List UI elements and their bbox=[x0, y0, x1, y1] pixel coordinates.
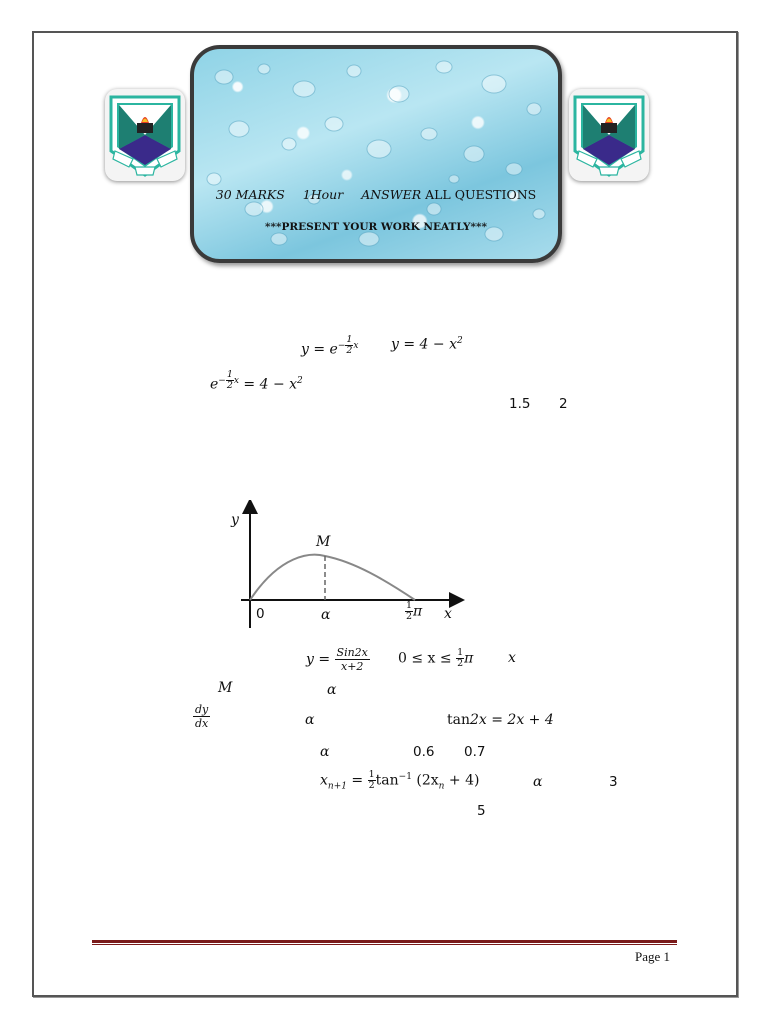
school-crest-icon bbox=[569, 89, 649, 181]
end-fraction bbox=[405, 601, 413, 622]
exp-var: x bbox=[353, 341, 359, 351]
domain-pi: π bbox=[464, 650, 474, 667]
dydx-fraction bbox=[193, 703, 210, 730]
iter-den: 2 bbox=[368, 780, 375, 791]
curve-one-lhs: y = e bbox=[301, 341, 338, 358]
domain-inequality bbox=[398, 648, 473, 669]
school-logo-left bbox=[105, 89, 185, 181]
root-interval-lower: 0.6 bbox=[413, 744, 435, 760]
decimal-places: 3 bbox=[609, 774, 618, 790]
tan-equation bbox=[447, 712, 554, 728]
answer-text: ANSWER bbox=[361, 187, 422, 202]
eq-rhs: = 4 − x bbox=[238, 376, 298, 393]
tan-rest: 2x = 2x + 4 bbox=[470, 712, 554, 728]
eq-power: 2 bbox=[297, 376, 303, 386]
all-questions-text: ALL QUESTIONS bbox=[425, 187, 537, 202]
exp-den: 2 bbox=[346, 345, 353, 356]
graph-alpha-label: α bbox=[321, 607, 331, 623]
point-m: M bbox=[218, 680, 233, 696]
iter-tan: tan bbox=[375, 772, 399, 789]
iter-arg-sub: n bbox=[438, 781, 445, 792]
graph-end-label bbox=[405, 601, 422, 622]
eq-exp-var: x bbox=[233, 376, 239, 386]
domain-den: 2 bbox=[457, 658, 464, 669]
iter-inverse: −1 bbox=[398, 771, 412, 782]
curve-line bbox=[250, 555, 415, 600]
graph-m-label: M bbox=[316, 534, 331, 550]
question-marks: 5 bbox=[477, 803, 486, 819]
footer-rule-thick bbox=[92, 940, 677, 943]
exam-instructions bbox=[194, 187, 558, 202]
interval-upper: 2 bbox=[559, 396, 568, 412]
domain-fraction bbox=[456, 648, 464, 669]
intersection-equation bbox=[210, 370, 303, 393]
curve-one-exponent bbox=[337, 334, 359, 356]
eq-exp-den: 2 bbox=[226, 380, 233, 391]
alpha-three: α bbox=[320, 744, 330, 760]
function-fraction bbox=[335, 646, 370, 673]
iter-eq: = bbox=[346, 772, 368, 789]
iter-sub: n+1 bbox=[327, 781, 347, 792]
alpha-four: α bbox=[533, 774, 543, 790]
curve-two-power: 2 bbox=[456, 336, 463, 346]
iter-lhs: x bbox=[320, 772, 328, 789]
iteration-formula bbox=[320, 770, 479, 791]
domain-num: 1 bbox=[457, 647, 464, 658]
eq-exp-num: 1 bbox=[226, 369, 233, 380]
school-logo-right bbox=[569, 89, 649, 181]
function-lhs: y = bbox=[306, 651, 335, 668]
end-den: 2 bbox=[406, 611, 413, 622]
dydx-num: dy bbox=[195, 703, 209, 716]
dydx-den: dx bbox=[195, 717, 209, 730]
derivative-dydx bbox=[193, 703, 210, 730]
eq-base: e bbox=[210, 376, 219, 393]
end-pi: π bbox=[413, 603, 423, 620]
domain-left: 0 ≤ x ≤ bbox=[398, 650, 457, 667]
graph-x-label: x bbox=[444, 606, 452, 622]
eq-exp-sign: − bbox=[218, 376, 226, 386]
iter-arg-end: + 4) bbox=[444, 772, 480, 789]
curve-two-equation bbox=[391, 336, 463, 353]
time-text: 1Hour bbox=[302, 187, 344, 202]
iter-arg: (2x bbox=[411, 772, 439, 789]
school-crest-icon bbox=[105, 89, 185, 181]
iter-fraction bbox=[368, 770, 376, 791]
function-num: Sin2x bbox=[336, 646, 368, 659]
function-equation bbox=[306, 646, 370, 673]
end-num: 1 bbox=[406, 600, 413, 611]
exp-num: 1 bbox=[346, 334, 353, 345]
variable-x: x bbox=[508, 650, 516, 666]
alpha-one: α bbox=[327, 682, 337, 698]
graph-y-label: y bbox=[231, 512, 239, 528]
graph-origin-label: 0 bbox=[256, 606, 265, 622]
iter-num: 1 bbox=[368, 769, 375, 780]
eq-exp-fraction bbox=[226, 370, 234, 391]
interval-lower: 1.5 bbox=[509, 396, 531, 412]
curve-one-equation bbox=[301, 335, 359, 358]
footer-rule-thin bbox=[92, 944, 677, 945]
root-interval-upper: 0.7 bbox=[464, 744, 486, 760]
header-banner bbox=[190, 45, 562, 263]
page-number: Page 1 bbox=[635, 949, 671, 964]
marks-text: 30 MARKS bbox=[215, 187, 285, 202]
tan-fn: tan bbox=[447, 712, 470, 728]
eq-exponent bbox=[218, 369, 239, 391]
function-den: x+2 bbox=[341, 660, 364, 673]
present-neatly-text: ***PRESENT YOUR WORK NEATLY*** bbox=[264, 221, 488, 233]
alpha-two: α bbox=[305, 712, 315, 728]
curve-two-text: y = 4 − x bbox=[391, 336, 457, 353]
exp-sign: − bbox=[337, 341, 346, 351]
